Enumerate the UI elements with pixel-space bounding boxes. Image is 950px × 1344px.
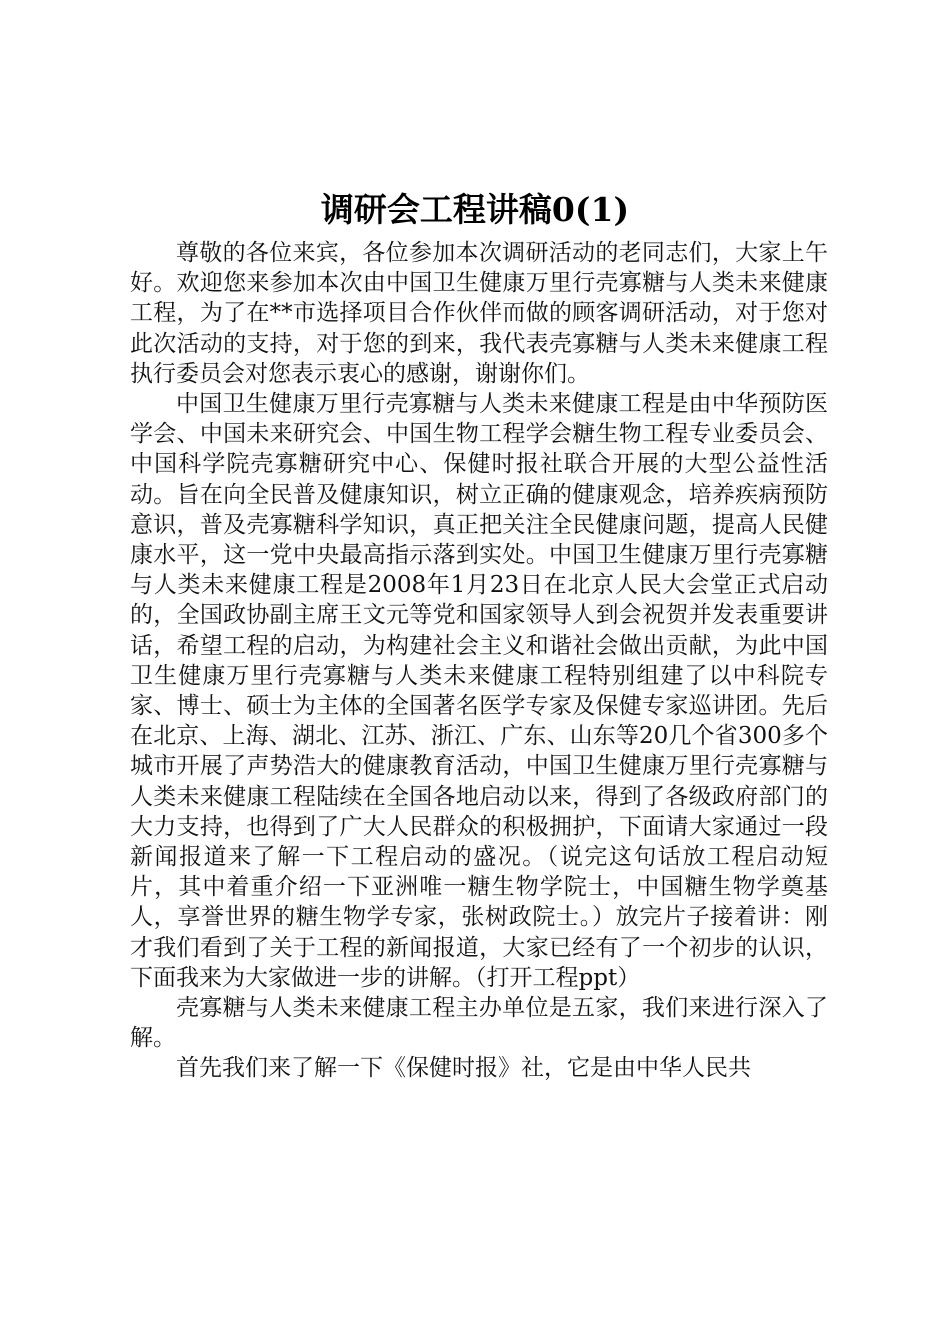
- paragraph-health-times: 首先我们来了解一下《保健时报》社，它是由中华人民共: [176, 1055, 751, 1082]
- paragraph-organizers: 壳寡糖与人类未来健康工程主办单位是五家，我们来进行深入了解。: [130, 995, 828, 1052]
- document-title: 调研会工程讲稿0(1): [320, 190, 630, 229]
- paragraph-welcome: 尊敬的各位来宾，各位参加本次调研活动的老同志们，大家上午好。欢迎您来参加本次由中国卫生健康万里行壳寡糖与人类未来健康工程，为了在**市选择项目合作伙伴而做的顾客调研活动，对于您对此次活动的支持，对于您的到来，我代表壳寡糖与人类未来健康工程执行委员会对您表示衷心的感谢，谢谢你们。: [130, 240, 828, 387]
- document-body: [130, 238, 828, 1084]
- paragraph-project-intro: 中国卫生健康万里行壳寡糖与人类未来健康工程是由中华预防医学会、中国未来研究会、中国生物工程学会糖生物工程专业委员会、中国科学院壳寡糖研究中心、保健时报社联合开展的大型公益性活动。旨在向全民普及健康知识，树立正确的健康观念，培养疾病预防意识，普及壳寡糖科学知识，真正把关注全民健康问题，提高人民健康水平，这一党中央最高指示落到实处。中国卫生健康万里行壳寡糖与人类未来健康工程是2008年1月23日在北京人民大会堂正式启动的，全国政协副主席王文元等党和国家领导人到会祝贺并发表重要讲话，希望工程的启动，为构建社会主义和谐社会做出贡献，为此中国卫生健康万里行壳寡糖与人类未来健康工程特别组建了以中科院专家、博士、硕士为主体的全国著名医学专家及保健专家巡讲团。先后在北京、上海、湖北、江苏、浙江、广东、山东等20几个省300多个城市开展了声势浩大的健康教育活动，中国卫生健康万里行壳寡糖与人类未来健康工程陆续在全国各地启动以来，得到了各级政府部门的大力支持，也得到了广大人民群众的积极拥护，下面请大家通过一段新闻报道来了解一下工程启动的盛况。（说完这句话放工程启动短片，其中着重介绍一下亚洲唯一糖生物学院士，中国糖生物学奠基人，享誉世界的糖生物学专家，张树政院士。）放完片子接着讲：刚才我们看到了关于工程的新闻报道，大家已经有了一个初步的认识，下面我来为大家做进一步的讲解。（打开工程ppt）: [130, 391, 828, 991]
